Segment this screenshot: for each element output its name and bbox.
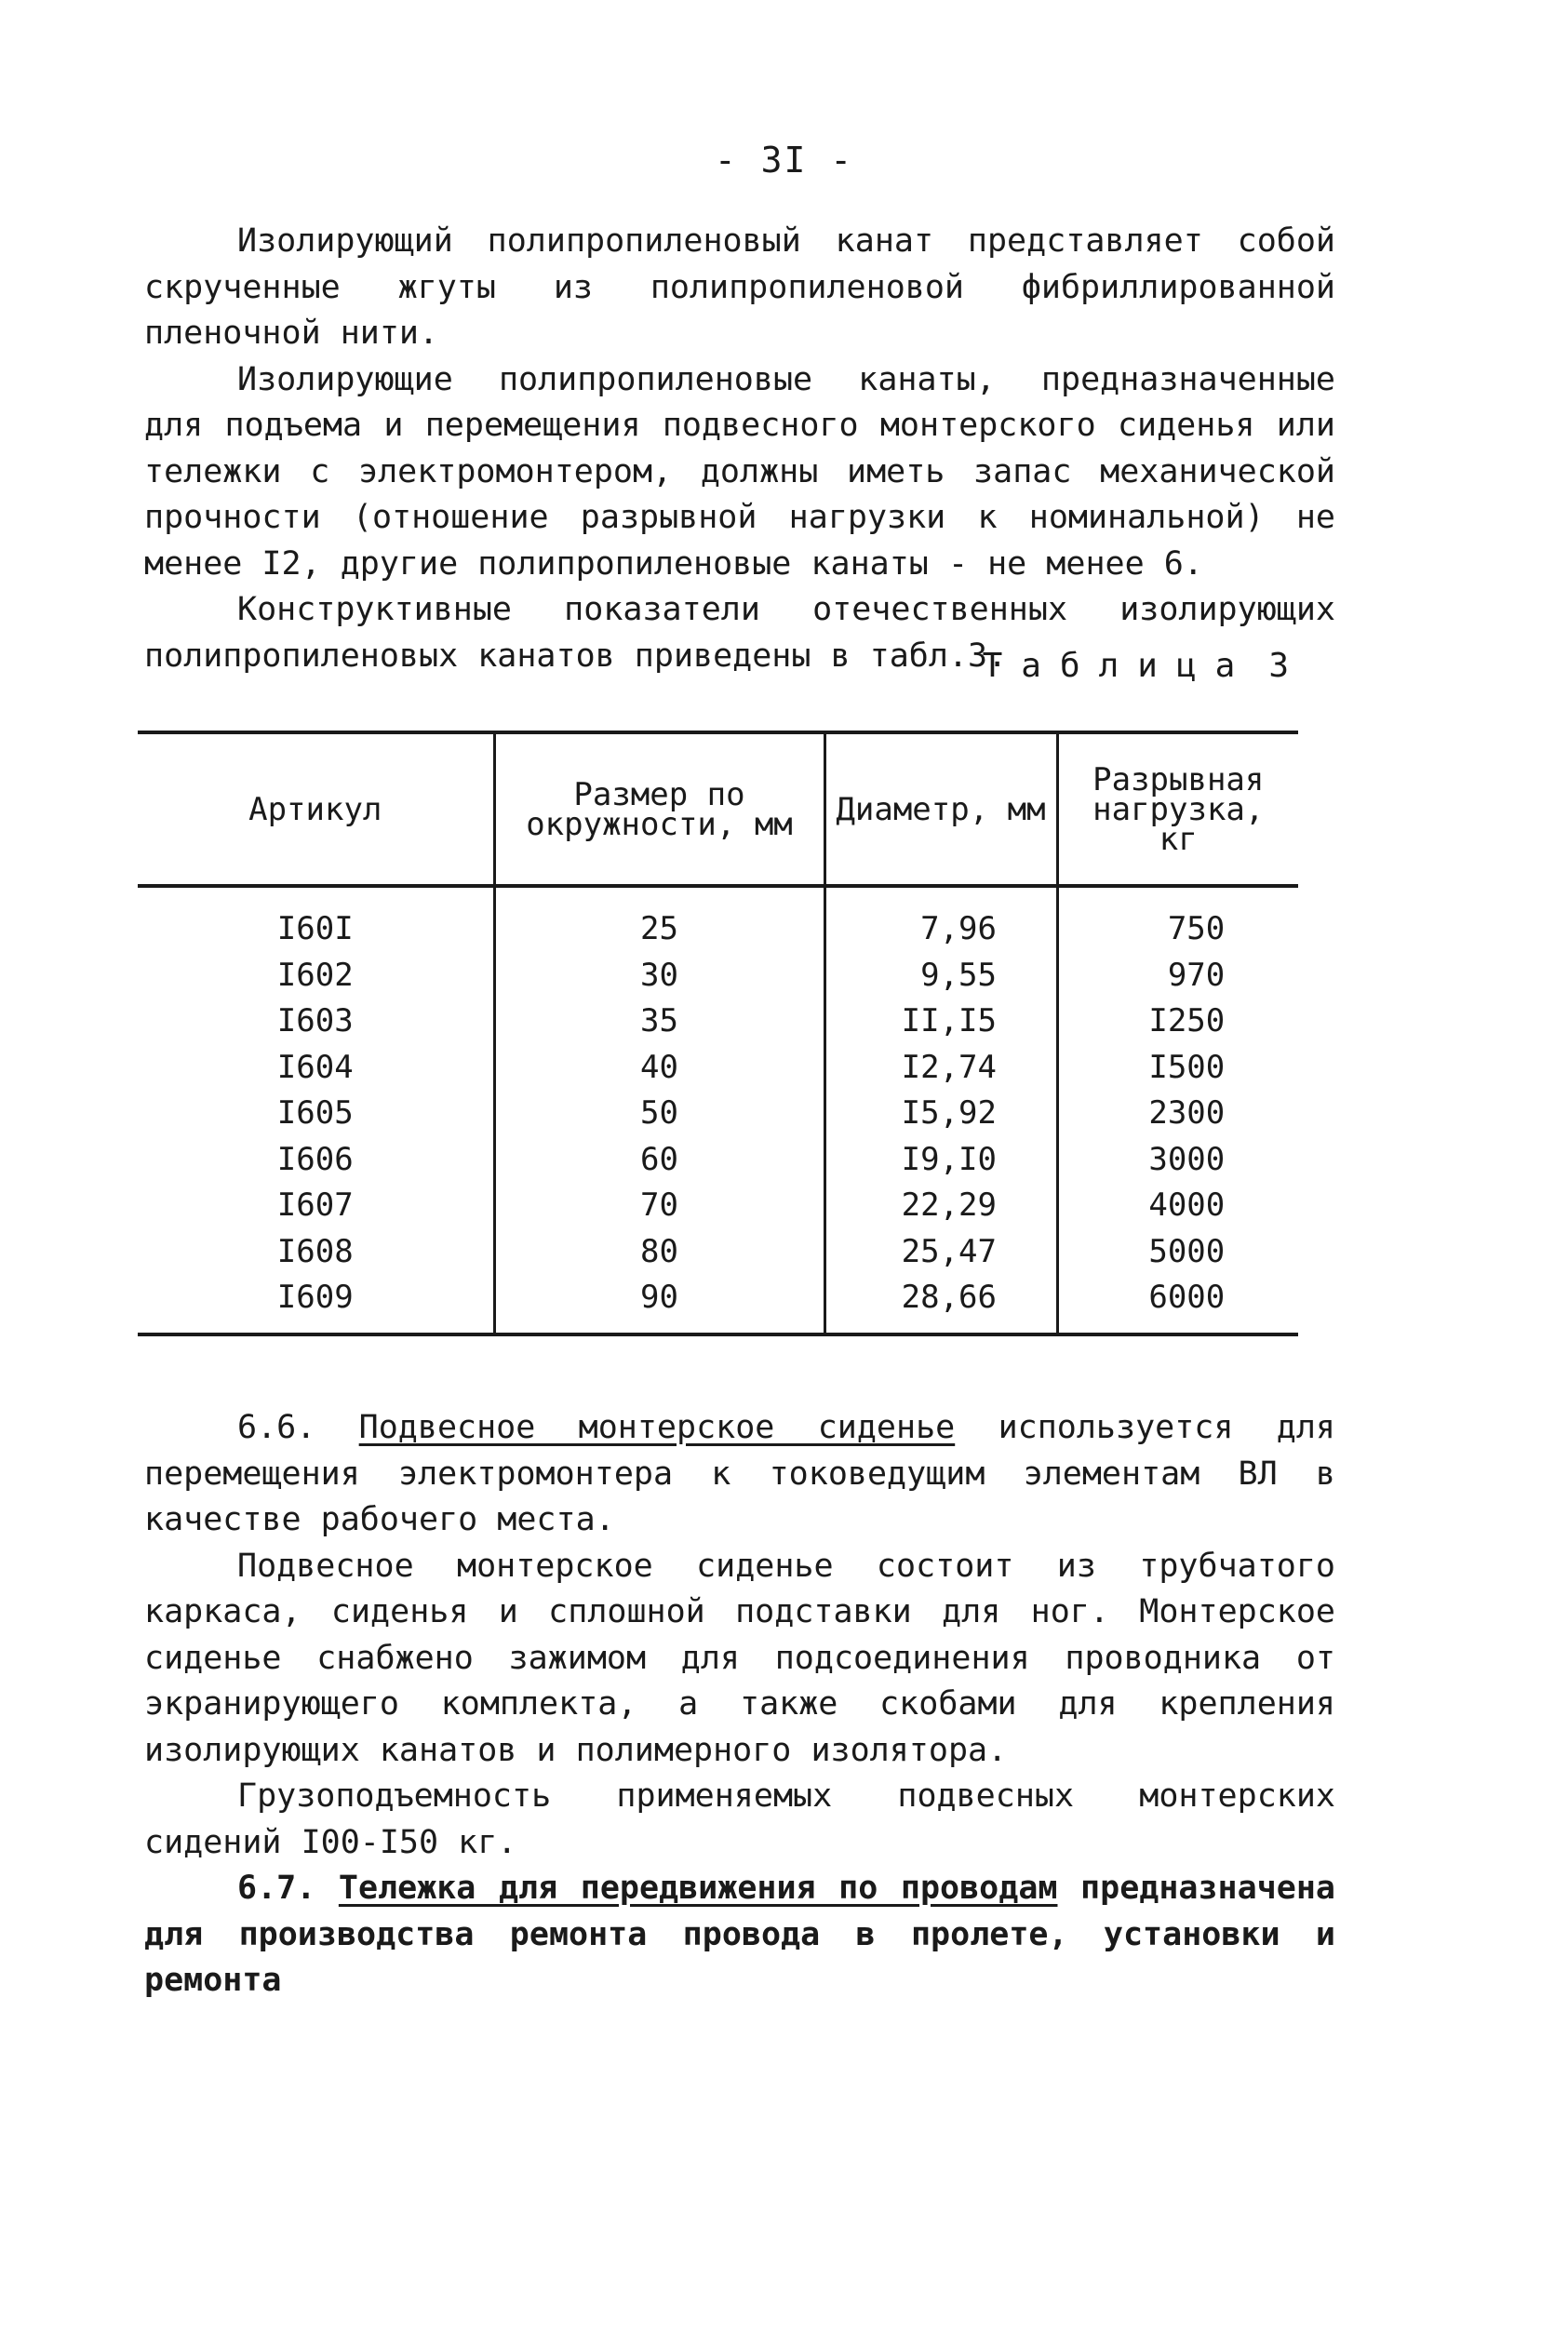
cell-article: I607 [276,1187,354,1224]
cell-circumference: 25 [494,886,824,953]
table-row [138,1045,1298,1092]
table-caption-label: Таблица [982,647,1254,685]
table-row [138,953,1298,999]
breaking-load-value: I500 [1148,1048,1226,1086]
diameter-value: 9,55 [920,956,997,994]
diameter-value: II,I5 [901,1002,997,1039]
header-breaking-load: Разрывная нагрузка, кг [1057,732,1298,886]
paragraph-rope-definition: Изолирующий полипропиленовый канат представляет собой скрученные жгуты из полипропиленовой фибриллированной пленочной нити. [144,222,1335,352]
cell-breaking-load [1057,1229,1298,1276]
breaking-load-value: I250 [1148,1002,1226,1039]
table-row [138,1275,1298,1334]
cell-circumference: 60 [494,1137,824,1184]
cell-breaking-load [1057,953,1298,999]
breaking-load-value: 750 [1167,910,1226,947]
cell-article: I606 [276,1140,354,1178]
cell-diameter [824,886,1057,953]
section-6-7-body: предназначена для производства ремонта провода в пролете, установки и ремонта [144,1870,1335,1999]
table-caption-number: 3 [1268,647,1289,685]
table-header-row [138,732,1298,886]
rope-properties-table [138,731,1298,1336]
cell-diameter [824,1045,1057,1092]
header-article: Артикул [138,732,494,886]
breaking-load-value: 970 [1167,956,1226,994]
table-row [138,1137,1298,1184]
diameter-value: 28,66 [901,1279,997,1316]
breaking-load-value: 5000 [1148,1232,1226,1270]
section-6-6-paragraph [144,1405,1335,1544]
cell-circumference: 90 [494,1275,824,1334]
cell-diameter [824,1229,1057,1276]
cell-article: I602 [276,956,354,994]
cell-breaking-load [1057,999,1298,1045]
diameter-value: I2,74 [901,1048,997,1086]
cell-circumference: 50 [494,1091,824,1137]
cell-breaking-load [1057,886,1298,953]
section-6-6-body: используется для перемещения электромонтера к токоведущим элементам ВЛ в качестве рабочего места. [144,1409,1335,1538]
diameter-value: I5,92 [901,1094,997,1132]
section-6-6-title: Подвесное монтерское сиденье [358,1409,956,1446]
cell-circumference: 70 [494,1183,824,1229]
header-circumference: Размер по окружности, мм [494,732,824,886]
diameter-value: 25,47 [901,1232,997,1270]
cell-diameter [824,1275,1057,1334]
cell-diameter [824,953,1057,999]
cell-article: I603 [276,1002,354,1039]
cell-breaking-load [1057,1045,1298,1092]
table-row [138,886,1298,953]
cell-circumference: 30 [494,953,824,999]
paragraph-table-reference: Конструктивные показатели отечественных изолирующих полипропиленовых канатов приведены в табл.3. [144,591,1335,675]
cell-diameter [824,1137,1057,1184]
cell-article: I60I [276,910,354,947]
diameter-value: 22,29 [901,1187,997,1224]
cell-article: I604 [276,1048,354,1086]
diameter-value: 7,96 [920,910,997,947]
section-6-6-capacity: Грузоподъемность применяемых подвесных монтерских сидений I00-I50 кг. [144,1777,1335,1861]
table-caption [983,647,1289,685]
cell-article: I609 [138,1275,494,1334]
breaking-load-value: 3000 [1148,1140,1226,1178]
diameter-value: I9,I0 [901,1140,997,1178]
paragraph-rope-strength: Изолирующие полипропиленовые канаты, предназначенные для подъема и перемещения подвесного монтерского сиденья или тележки с электромонтером, должны иметь запас механической прочности (отношение разрывной нагрузки к номинальной) не менее I2, другие полипропиленовые канаты - не менее 6. [144,360,1335,583]
cell-breaking-load [1057,1091,1298,1137]
cell-circumference: 80 [494,1229,824,1276]
cell-diameter [824,1183,1057,1229]
cell-article: I605 [276,1094,354,1132]
table-row [138,999,1298,1045]
cell-article: I608 [276,1232,354,1270]
cell-breaking-load [1057,1183,1298,1229]
header-diameter: Диаметр, мм [824,732,1057,886]
cell-circumference: 40 [494,1045,824,1092]
section-6-7-number: 6.7. [237,1870,316,1907]
table-row [138,1229,1298,1276]
table-row [138,1091,1298,1137]
page-number: - 3I - [714,140,854,181]
table-row [138,1183,1298,1229]
section-6-6-description: Подвесное монтерское сиденье состоит из трубчатого каркаса, сиденья и сплошной подставки для ног. Монтерское сиденье снабжено зажимом для подсоединения проводника от экранирующего комплекта, а также скобами для крепления изолирующих канатов и полимерного изолятора. [144,1547,1335,1769]
section-text [144,1405,1335,2005]
cell-diameter [824,1091,1057,1137]
cell-breaking-load [1057,1275,1298,1334]
breaking-load-value: 2300 [1148,1094,1226,1132]
intro-text [144,219,1335,679]
cell-diameter [824,999,1057,1045]
cell-circumference: 35 [494,999,824,1045]
section-6-7-paragraph [144,1866,1335,2005]
breaking-load-value: 6000 [1148,1279,1226,1316]
breaking-load-value: 4000 [1148,1187,1226,1224]
section-6-6-number: 6.6. [237,1409,316,1446]
section-6-7-title: Тележка для передвижения по проводам [338,1870,1058,1907]
cell-breaking-load [1057,1137,1298,1184]
